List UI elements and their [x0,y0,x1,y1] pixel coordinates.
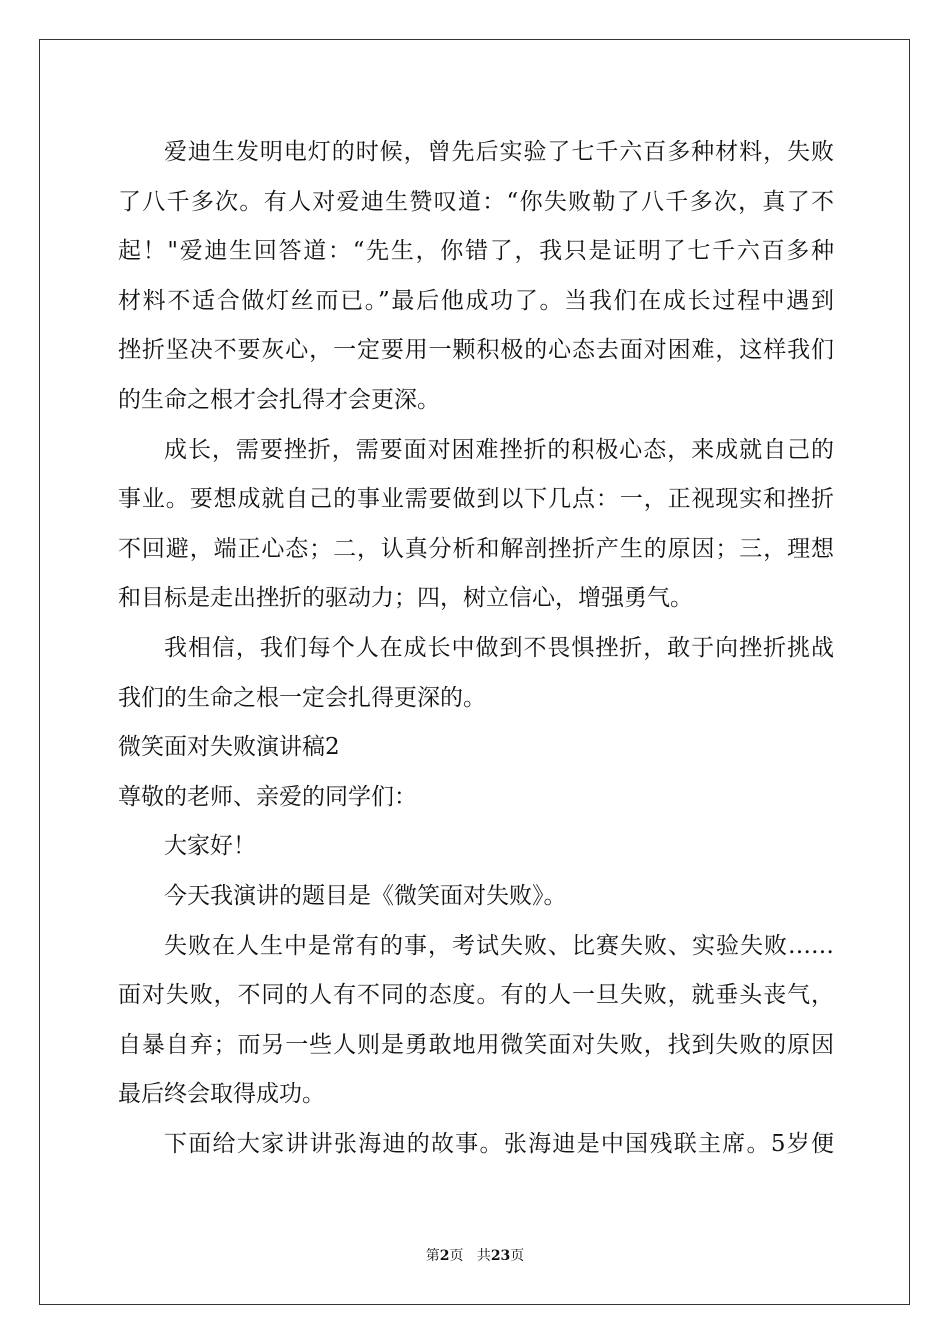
text-line: 自暴自弃；而另一些人则是勇敢地用微笑面对失败，找到失败的原因 [118,1031,834,1058]
current-page-number: 2 [439,1248,450,1264]
section-title: 微笑面对失败演讲稿2 [118,734,340,761]
text-line: 了八千多次。有人对爱迪生赞叹道：“你失败勒了八千多次，真了不 [118,188,834,215]
text-line: 起！"爱迪生回答道：“先生，你错了，我只是证明了七千六百多种 [118,238,834,265]
footer-page-word: 页 [449,1248,464,1264]
text-line: 的生命之根才会扎得才会更深。 [118,386,440,413]
text-line: 下面给大家讲讲张海迪的故事。张海迪是中国残联主席。5岁便 [164,1130,834,1157]
text-line: 挫折坚决不要灰心，一定要用一颗积极的心态去面对困难，这样我们 [118,337,834,364]
text-line: 爱迪生发明电灯的时候，曾先后实验了七千六百多种材料，失败 [164,139,834,165]
greeting: 大家好！ [164,833,256,860]
salutation: 尊敬的老师、亲爱的同学们： [118,783,417,810]
text-line: 事业。要想成就自己的事业需要做到以下几点：一，正视现实和挫折 [118,486,834,513]
footer-total-suffix: 页 [510,1248,525,1264]
text-line: 最后终会取得成功。 [118,1081,325,1108]
page-footer [0,1245,950,1265]
footer-total-prefix: 共 [476,1248,491,1264]
text-line: 面对失败，不同的人有不同的态度。有的人一旦失败，就垂头丧气， [118,982,834,1009]
text-line: 不回避，端正心态；二，认真分析和解剖挫折产生的原因；三，理想 [118,535,834,562]
text-line: 今天我演讲的题目是《微笑面对失败》。 [164,882,567,909]
document-body [118,128,834,1169]
footer-prefix: 第 [425,1248,440,1264]
total-pages-number: 23 [490,1248,511,1264]
text-line: 材料不适合做灯丝而已。”最后他成功了。当我们在成长过程中遇到 [118,287,834,314]
text-line: 成长，需要挫折，需要面对困难挫折的积极心态，来成就自己的 [164,436,834,463]
text-line: 失败在人生中是常有的事，考试失败、比赛失败、实验失败…… [164,932,834,959]
text-line: 我们的生命之根一定会扎得更深的。 [118,684,486,711]
text-line: 我相信，我们每个人在成长中做到不畏惧挫折，敢于向挫折挑战 [164,634,834,661]
text-line: 和目标是走出挫折的驱动力；四，树立信心，增强勇气。 [118,585,693,612]
